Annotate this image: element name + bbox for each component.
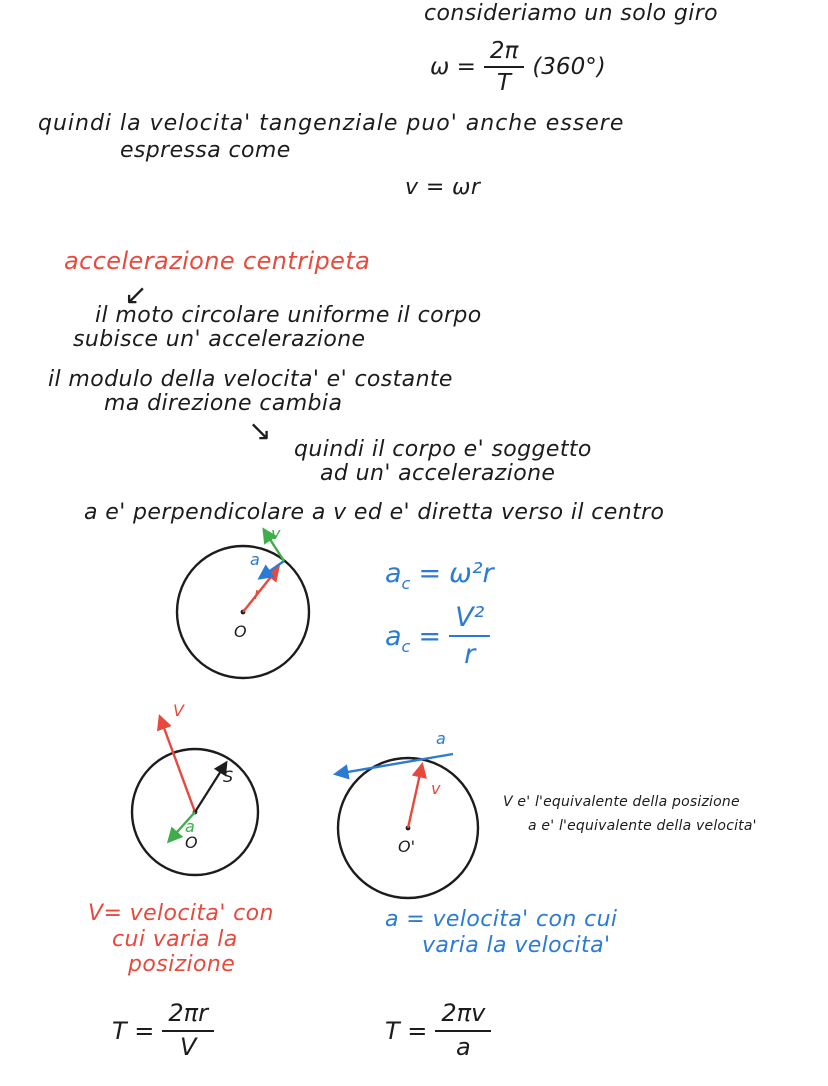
omega-lhs: ω = [430, 54, 476, 81]
v-note-line-3: posizione [128, 952, 236, 977]
omega-suffix: (360°) [532, 54, 606, 81]
ac-fraction-num: V² [449, 602, 490, 637]
tangential-line-1: quindi la velocita' tangenziale puo' anche essere [38, 111, 625, 136]
period1-fraction [162, 1000, 214, 1061]
velocity-arrow [408, 765, 422, 828]
radius-label: r [254, 584, 261, 603]
intro-line: consideriamo un solo giro [424, 1, 719, 26]
a-note-line-1: a = velocita' con cui [385, 907, 618, 932]
note-soggetto-1: quindi il corpo e' soggetto [294, 437, 592, 462]
ac-symbol-2 [385, 620, 411, 656]
ac-formula-omega [385, 558, 494, 593]
center-label: O' [398, 837, 415, 856]
acceleration-label: a [185, 817, 195, 836]
note-moto-circolare-1: il moto circolare uniforme il corpo [95, 303, 482, 328]
down-right-arrow-icon: ↘ [248, 414, 272, 447]
period1-lhs: T = [112, 1016, 155, 1045]
period1-den: V [179, 1032, 197, 1061]
v-note-line-2: cui varia la [112, 927, 238, 952]
equals-sign-2: = [418, 620, 442, 652]
ac-base-2: a [385, 620, 402, 652]
circle-diagram-radius [151, 517, 351, 702]
note-modulo-2: ma direzione cambia [104, 391, 343, 416]
ac-subscript: c [401, 574, 411, 593]
velocity-arrow [160, 717, 195, 812]
position-label: S [223, 767, 234, 786]
circle-diagram-velocity [288, 728, 538, 918]
tangential-line-2: espressa come [120, 138, 291, 163]
equivalence-line-2: a e' l'equivalente della velocita' [528, 818, 757, 834]
period2-fraction [435, 1000, 491, 1061]
period2-lhs: T = [385, 1016, 428, 1045]
acceleration-label: a [436, 729, 446, 748]
omega-formula [430, 38, 606, 97]
ac-symbol [385, 558, 411, 593]
velocity-label: v [431, 779, 441, 798]
ac-omega-rhs: ω²r [449, 558, 494, 589]
ac-fraction-den: r [464, 639, 476, 671]
a-note-line-2: varia la velocita' [422, 933, 611, 958]
period1-num: 2πr [162, 1000, 214, 1032]
down-left-arrow-icon: ↙ [124, 278, 148, 311]
ac-base: a [385, 558, 402, 589]
position-arrow [195, 763, 226, 812]
acceleration-label: a [250, 550, 260, 569]
center-label: O [234, 622, 247, 641]
note-modulo-1: il modulo della velocita' e' costante [48, 367, 453, 392]
v-omega-r-formula: v = ωr [405, 175, 481, 200]
ac-subscript-2: c [401, 636, 411, 656]
v-note-line-1: V= velocita' con [88, 901, 274, 926]
equivalence-line-1: V e' l'equivalente della posizione [503, 794, 740, 810]
center-label: O [185, 833, 198, 852]
omega-denominator: T [497, 70, 512, 97]
note-perpendicolare: a e' perpendicolare a v ed e' diretta verso il centro [84, 500, 665, 525]
ac-fraction [449, 602, 490, 670]
equals-sign: = [418, 558, 442, 589]
period-formula-velocity [385, 1000, 491, 1061]
note-moto-circolare-2: subisce un' accelerazione [73, 327, 366, 352]
omega-fraction [484, 38, 524, 97]
period2-num: 2πv [435, 1000, 491, 1032]
period2-den: a [456, 1032, 471, 1061]
period-formula-position [112, 1000, 214, 1061]
note-soggetto-2: ad un' accelerazione [320, 461, 556, 486]
omega-numerator: 2π [484, 38, 524, 68]
velocity-label: V [173, 701, 184, 720]
centripetal-heading: accelerazione centripeta [64, 247, 371, 275]
circle-diagram-position [95, 702, 295, 892]
velocity-label: v [271, 524, 281, 543]
ac-formula-v [385, 602, 490, 670]
